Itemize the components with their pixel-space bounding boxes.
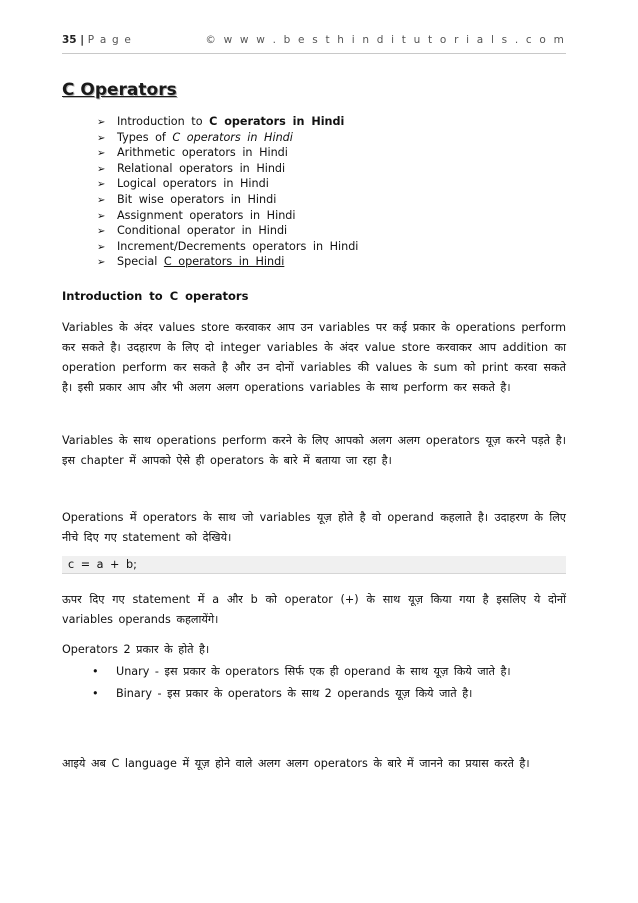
toc-item[interactable] xyxy=(97,192,358,208)
arrow-bullet-icon: ➢ xyxy=(97,194,106,206)
arrow-bullet-icon: ➢ xyxy=(97,148,106,160)
section-heading: Introduction to C operators xyxy=(62,289,249,303)
list-item-binary: • Binary - इस प्रकार के operators के साथ 2 operands यूज़ किये जाते है। xyxy=(92,684,568,704)
toc-item-text: Special xyxy=(117,255,164,269)
header-separator: | xyxy=(76,34,88,46)
page-number-label xyxy=(62,34,132,46)
toc-item[interactable] xyxy=(97,145,358,161)
page-title xyxy=(62,80,177,100)
arrow-bullet-icon: ➢ xyxy=(97,132,106,144)
toc-item-text: Assignment operators in Hindi xyxy=(117,208,296,222)
page-title-text: C Operators xyxy=(62,80,177,100)
arrow-bullet-icon: ➢ xyxy=(97,257,106,269)
toc-item-text: Introduction to xyxy=(117,115,210,128)
page-word: P a g e xyxy=(87,34,133,46)
toc-item[interactable] xyxy=(97,130,358,146)
site-url: © w w w . b e s t h i n d i t u t o r i a l s . c o m xyxy=(205,34,566,46)
table-of-contents xyxy=(97,114,358,270)
toc-item-text: C operators in Hindi xyxy=(209,115,345,128)
paragraph-statement-explanation: ऊपर दिए गए statement में a और b को operator (+) के साथ यूज़ किया गया है इसलिए ये दोनों variables operands कहलायेंगे। xyxy=(62,593,566,626)
page-header xyxy=(62,34,566,52)
toc-item-text: C operators in Hindi xyxy=(172,130,293,144)
code-block: c = a + b; xyxy=(62,556,566,574)
toc-item[interactable] xyxy=(97,254,358,270)
toc-item[interactable] xyxy=(97,223,358,239)
toc-item[interactable] xyxy=(97,239,358,255)
paragraph-closing: आइये अब C language में यूज़ होने वाले अलग अलग operators के बारे में जानने का प्रयास करते है। xyxy=(62,757,530,770)
toc-item-text: Types of xyxy=(117,130,173,144)
header-divider xyxy=(62,53,566,54)
toc-item-text: Arithmetic operators in Hindi xyxy=(117,146,288,160)
arrow-bullet-icon: ➢ xyxy=(97,226,106,238)
arrow-bullet-icon: ➢ xyxy=(97,117,106,128)
arrow-bullet-icon: ➢ xyxy=(97,241,106,253)
toc-item[interactable] xyxy=(97,161,358,177)
page-number: 35 xyxy=(62,34,77,46)
paragraph-variables-operations: Variables के अंदर values store करवाकर आप उन variables पर कई प्रकार के operations perform कर सकते है। उदहारण के लिए दो integer variables के अंदर value store करवाकर आप addition का operation perform कर सकते है और उन दोनों variables की values के sum को print करवा सकते है। इसी प्रकार आप और भी अलग अलग operations variables के साथ perform कर सकते है। xyxy=(62,321,566,394)
toc-item-text: Relational operators in Hindi xyxy=(117,161,286,175)
list-item-unary: • Unary - इस प्रकार के operators सिर्फ एक ही operand के साथ यूज़ किये जाते है। xyxy=(92,662,568,682)
toc-item-text: Increment/Decrements operators in Hindi xyxy=(117,239,359,253)
toc-item[interactable] xyxy=(97,208,358,224)
paragraph-operator-types: Operators 2 प्रकार के होते है। xyxy=(62,643,210,656)
paragraph-operands: Operations में operators के साथ जो variables यूज़ होते है वो operand कहलाते है। उदाहरण के लिए नीचे दिए गए statement को देखिये। xyxy=(62,511,566,544)
toc-item-text: Bit wise operators in Hindi xyxy=(117,192,277,206)
toc-item[interactable] xyxy=(97,114,358,130)
toc-item-text: Logical operators in Hindi xyxy=(117,177,269,191)
arrow-bullet-icon: ➢ xyxy=(97,163,106,175)
arrow-bullet-icon: ➢ xyxy=(97,210,106,222)
toc-item-text: Conditional operator in Hindi xyxy=(117,224,288,238)
operator-type-list xyxy=(92,662,568,706)
paragraph-operators-usage: Variables के साथ operations perform करने के लिए आपको अलग अलग operators यूज़ करने पड़ते है। इस chapter में आपको ऐसे ही operators के बारे में बताया जा रहा है। xyxy=(62,434,566,467)
toc-item-text: C operators in Hindi xyxy=(163,255,285,269)
arrow-bullet-icon: ➢ xyxy=(97,179,106,191)
toc-item[interactable] xyxy=(97,176,358,192)
